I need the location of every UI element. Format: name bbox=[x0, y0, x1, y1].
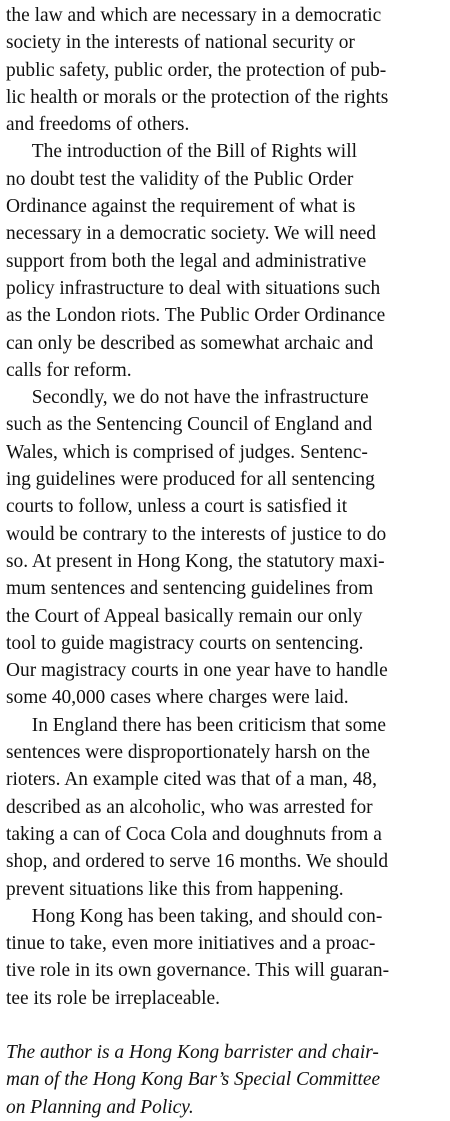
text-line: some 40,000 cases where charges were laid. bbox=[6, 687, 349, 709]
text-line: mum sentences and sentencing guidelines from bbox=[6, 578, 374, 600]
paragraph-england-criticism bbox=[6, 712, 450, 903]
text-line: described as an alcoholic, who was arrested for bbox=[6, 796, 373, 818]
text-line: so. At present in Hong Kong, the statutory maxi- bbox=[6, 550, 385, 572]
text-line: Wales, which is comprised of judges. Sentenc- bbox=[6, 441, 368, 463]
paragraph-sentencing-council bbox=[6, 384, 450, 712]
text-line: prevent situations like this from happening. bbox=[6, 878, 344, 900]
text-line: no doubt test the validity of the Public Order bbox=[6, 168, 354, 190]
text-line: The introduction of the Bill of Rights will bbox=[31, 141, 357, 163]
text-line: shop, and ordered to serve 16 months. We should bbox=[6, 851, 389, 873]
paragraph-hong-kong-initiatives bbox=[6, 903, 450, 1012]
text-line: tive role in its own governance. This will guaran- bbox=[6, 960, 390, 982]
text-line: sentences were disproportionately harsh on the bbox=[6, 742, 370, 764]
text-line: Our magistracy courts in one year have to handle bbox=[6, 660, 388, 682]
text-line: taking a can of Coca Cola and doughnuts from a bbox=[6, 823, 382, 845]
text-line: courts to follow, unless a court is satisfied it bbox=[6, 496, 348, 518]
text-line: the Court of Appeal basically remain our only bbox=[6, 605, 363, 627]
author-bio-line: The author is a Hong Kong barrister and chair- bbox=[6, 1041, 379, 1063]
text-line: tee its role be irreplaceable. bbox=[6, 987, 221, 1009]
paragraph-spacer bbox=[6, 1012, 450, 1039]
paragraph-continued-from-previous bbox=[6, 2, 450, 138]
text-line: such as the Sentencing Council of England and bbox=[6, 414, 373, 436]
author-bio-line: on Planning and Policy. bbox=[6, 1096, 194, 1118]
paragraph-bill-of-rights bbox=[6, 138, 450, 384]
author-bio-line: man of the Hong Kong Bar’s Special Committee bbox=[6, 1069, 381, 1091]
text-line: In England there has been criticism that some bbox=[31, 714, 387, 736]
text-line: as the London riots. The Public Order Ordinance bbox=[6, 305, 386, 327]
text-line: public safety, public order, the protection of pub- bbox=[6, 59, 387, 81]
text-line: tinue to take, even more initiatives and a proac- bbox=[6, 933, 376, 955]
text-line: would be contrary to the interests of justice to do bbox=[6, 523, 387, 545]
text-line: rioters. An example cited was that of a man, 48, bbox=[6, 769, 377, 791]
text-line: calls for reform. bbox=[6, 359, 132, 381]
text-line: lic health or morals or the protection of the rights bbox=[6, 86, 389, 108]
text-line: policy infrastructure to deal with situations such bbox=[6, 277, 381, 299]
text-line: Hong Kong has been taking, and should con- bbox=[31, 905, 383, 927]
text-line: Secondly, we do not have the infrastructure bbox=[31, 387, 369, 409]
text-line: society in the interests of national security or bbox=[6, 32, 355, 54]
text-line: and freedoms of others. bbox=[6, 114, 190, 136]
author-bio bbox=[6, 1039, 450, 1121]
text-line: ing guidelines were produced for all sentencing bbox=[6, 469, 375, 491]
text-line: can only be described as somewhat archaic and bbox=[6, 332, 374, 354]
text-line: necessary in a democratic society. We will need bbox=[6, 223, 376, 245]
text-line: support from both the legal and administrative bbox=[6, 250, 367, 272]
text-line: Ordinance against the requirement of what is bbox=[6, 196, 356, 218]
text-line: the law and which are necessary in a democratic bbox=[6, 5, 382, 26]
text-line: tool to guide magistracy courts on sentencing. bbox=[6, 632, 364, 654]
